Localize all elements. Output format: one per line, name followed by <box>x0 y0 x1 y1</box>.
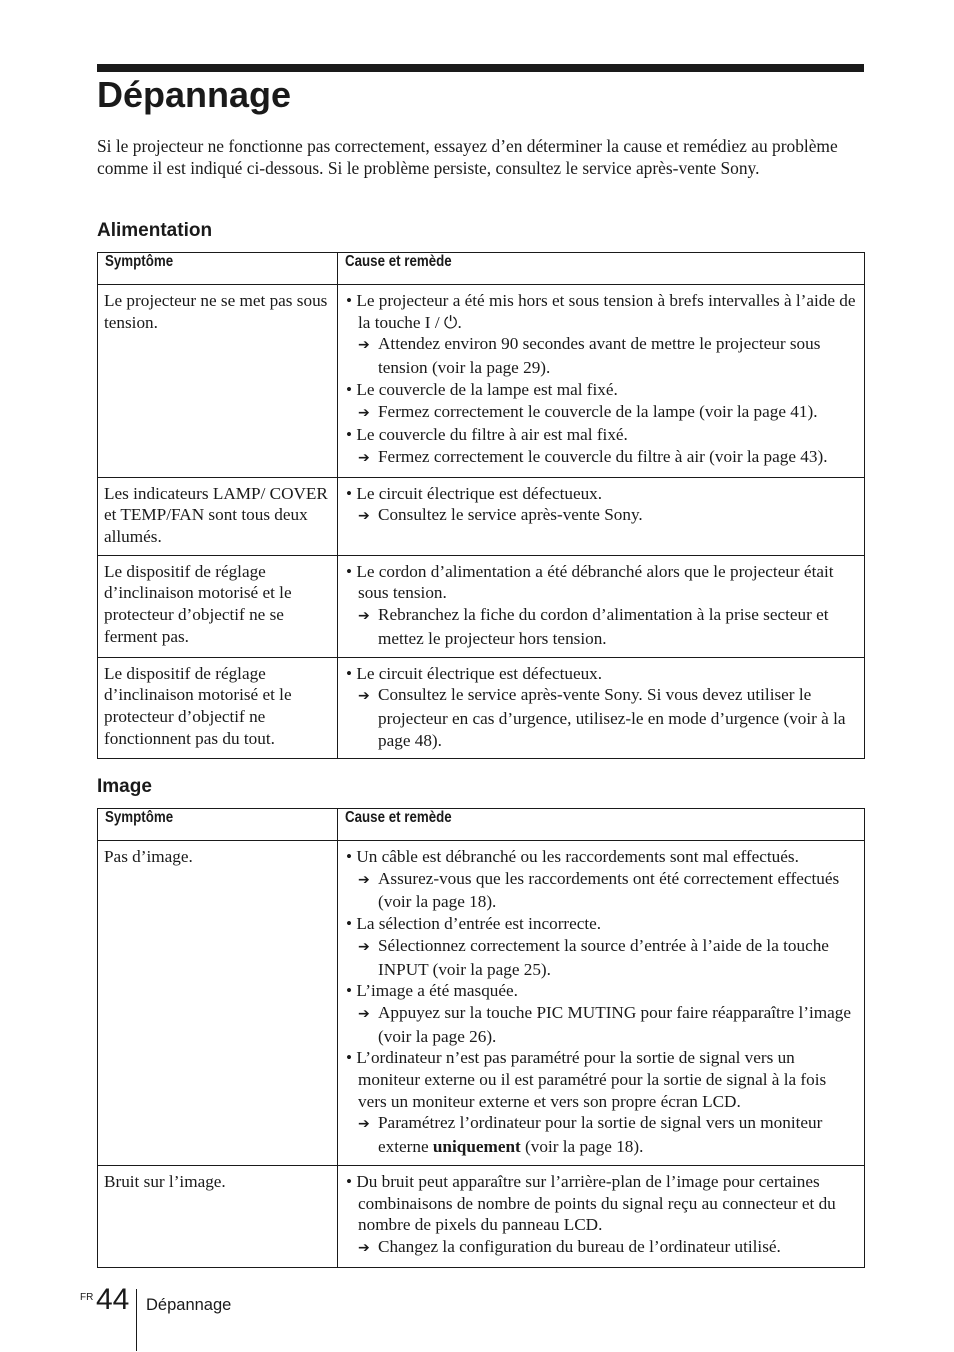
remedy-text: Fermez correctement le couvercle de la lampe (voir la page 41). <box>378 401 818 421</box>
remedy-item <box>344 684 858 751</box>
cause-remedy-cell <box>338 477 865 555</box>
remedy-item <box>344 1236 858 1260</box>
remedy-item <box>344 935 858 980</box>
symptom-cell: Bruit sur l’image. <box>98 1165 338 1267</box>
arrow-right-icon: ➔ <box>358 871 370 888</box>
arrow-right-icon: ➔ <box>358 1239 370 1256</box>
cause-item <box>344 1047 858 1112</box>
cause-remedy-cell <box>338 1165 865 1267</box>
footer-page-number: 44 <box>96 1283 130 1316</box>
cause-item <box>344 379 858 401</box>
symptom-cell: Le projecteur ne se met pas sous tension. <box>98 285 338 478</box>
column-header-cause: Cause et remède <box>338 809 865 841</box>
arrow-right-icon: ➔ <box>358 404 370 421</box>
arrow-right-icon: ➔ <box>358 1005 370 1022</box>
emphasis-text: uniquement <box>432 1137 521 1157</box>
remedy-item <box>344 401 858 425</box>
section-heading-image: Image <box>97 776 152 797</box>
remedy-item <box>344 1112 858 1157</box>
remedy-text: Consultez le service après-vente Sony. <box>378 505 643 525</box>
remedy-item <box>344 504 858 528</box>
cause-item <box>344 1171 858 1236</box>
remedy-text: Sélectionnez correctement la source d’entrée à l’aide de la touche INPUT (voir la page 25). <box>378 935 829 979</box>
column-header-symptom: Symptôme <box>98 809 338 841</box>
cause-item <box>344 424 858 446</box>
symptom-cell: Le dispositif de réglage d’inclinaison motorisé et le protecteur d’objectif ne se ferment pas. <box>98 555 338 657</box>
arrow-right-icon: ➔ <box>358 449 370 466</box>
table-row <box>98 1165 865 1267</box>
cause-text: • Le projecteur a été mis hors et sous tension à brefs intervalles à l’aide de la touche I / ⏻. <box>346 291 856 332</box>
symptom-cell: Le dispositif de réglage d’inclinaison motorisé et le protecteur d’objectif ne fonctionnent pas du tout. <box>98 657 338 759</box>
remedy-text: Appuyez sur la touche PIC MUTING pour faire réapparaître l’image (voir la page 26). <box>378 1002 851 1046</box>
cause-item <box>344 913 858 935</box>
remedy-text: Consultez le service après-vente Sony. Si vous devez utiliser le projecteur en cas d’urgence, utilisez-le en mode d’urgence (voir à la page 48). <box>378 685 846 750</box>
cause-item <box>344 980 858 1002</box>
column-header-cause: Cause et remède <box>338 253 865 285</box>
cause-item <box>344 846 858 868</box>
arrow-right-icon: ➔ <box>358 337 370 354</box>
cause-item <box>344 663 858 685</box>
title-rule <box>97 64 864 72</box>
cause-text: • L’ordinateur n’est pas paramétré pour la sortie de signal vers un moniteur externe ou il est paramétré pour la sortie de signal à la fois vers un moniteur externe et vers son propre écran LCD. <box>346 1048 827 1111</box>
arrow-right-icon: ➔ <box>358 1116 370 1133</box>
cause-text: • Un câble est débranché ou les raccordements sont mal effectués. <box>346 847 799 866</box>
table-row <box>98 555 865 657</box>
cause-text: • Le circuit électrique est défectueux. <box>346 483 603 503</box>
column-header-symptom: Symptôme <box>98 253 338 285</box>
remedy-text: Rebranchez la fiche du cordon d’alimentation à la prise secteur et mettez le projecteur hors tension. <box>378 605 829 648</box>
remedy-item <box>344 446 858 470</box>
table-row <box>98 841 865 1166</box>
cause-text: • Le circuit électrique est défectueux. <box>346 663 603 683</box>
arrow-right-icon: ➔ <box>358 508 370 525</box>
cause-text: • Le cordon d’alimentation a été débranché alors que le projecteur était sous tension. <box>346 561 834 603</box>
cause-item <box>344 483 858 505</box>
table-header-row <box>98 809 865 841</box>
table-row <box>98 657 865 759</box>
footer-section-label: Dépannage <box>146 1296 232 1314</box>
cause-text: • Du bruit peut apparaître sur l’arrière-plan de l’image pour certaines combinaisons de nombre de points du signal reçu au connecteur et du nombre de pixels du panneau LCD. <box>346 1171 836 1235</box>
symptom-cell: Les indicateurs LAMP/ COVER et TEMP/FAN sont tous deux allumés. <box>98 477 338 555</box>
cause-remedy-cell <box>338 657 865 759</box>
table-row <box>98 285 865 478</box>
intro-paragraph: Si le projecteur ne fonctionne pas correctement, essayez d’en déterminer la cause et remédiez au problème comme il est indiqué ci-dessous. Si le problème persiste, consultez le service après-vente Sony. <box>97 136 838 179</box>
page-title: Dépannage <box>97 74 292 115</box>
arrow-right-icon: ➔ <box>358 938 370 955</box>
cause-text: • Le couvercle de la lampe est mal fixé. <box>346 379 618 399</box>
troubleshooting-table-alimentation <box>97 252 865 759</box>
cause-text: • Le couvercle du filtre à air est mal fixé. <box>346 425 628 445</box>
cause-remedy-cell <box>338 555 865 657</box>
remedy-item <box>344 1002 858 1047</box>
remedy-text: Assurez-vous que les raccordements ont été correctement effectués (voir la page 18). <box>378 868 840 912</box>
remedy-text: Changez la configuration du bureau de l’ordinateur utilisé. <box>378 1236 781 1256</box>
table-row <box>98 477 865 555</box>
symptom-cell: Pas d’image. <box>98 841 338 1166</box>
remedy-text: Paramétrez l’ordinateur pour la sortie de signal vers un moniteur externe <box>378 1113 823 1157</box>
section-heading-alimentation: Alimentation <box>97 220 213 241</box>
cause-item <box>344 290 858 333</box>
cause-remedy-cell <box>338 841 865 1166</box>
arrow-right-icon: ➔ <box>358 608 370 625</box>
arrow-right-icon: ➔ <box>358 688 370 705</box>
footer-language-code: FR <box>80 1292 94 1303</box>
table-header-row <box>98 253 865 285</box>
troubleshooting-table-image <box>97 808 865 1268</box>
remedy-item <box>344 333 858 378</box>
remedy-item <box>344 604 858 649</box>
remedy-text: Attendez environ 90 secondes avant de mettre le projecteur sous tension (voir la page 29). <box>378 334 821 378</box>
footer-divider <box>136 1289 137 1351</box>
remedy-text-suffix: (voir la page 18). <box>520 1137 644 1157</box>
remedy-item <box>344 868 858 913</box>
cause-item <box>344 561 858 604</box>
cause-remedy-cell <box>338 285 865 478</box>
cause-text: • La sélection d’entrée est incorrecte. <box>346 914 602 934</box>
cause-text: • L’image a été masquée. <box>346 981 518 1001</box>
remedy-text: Fermez correctement le couvercle du filtre à air (voir la page 43). <box>378 446 828 466</box>
